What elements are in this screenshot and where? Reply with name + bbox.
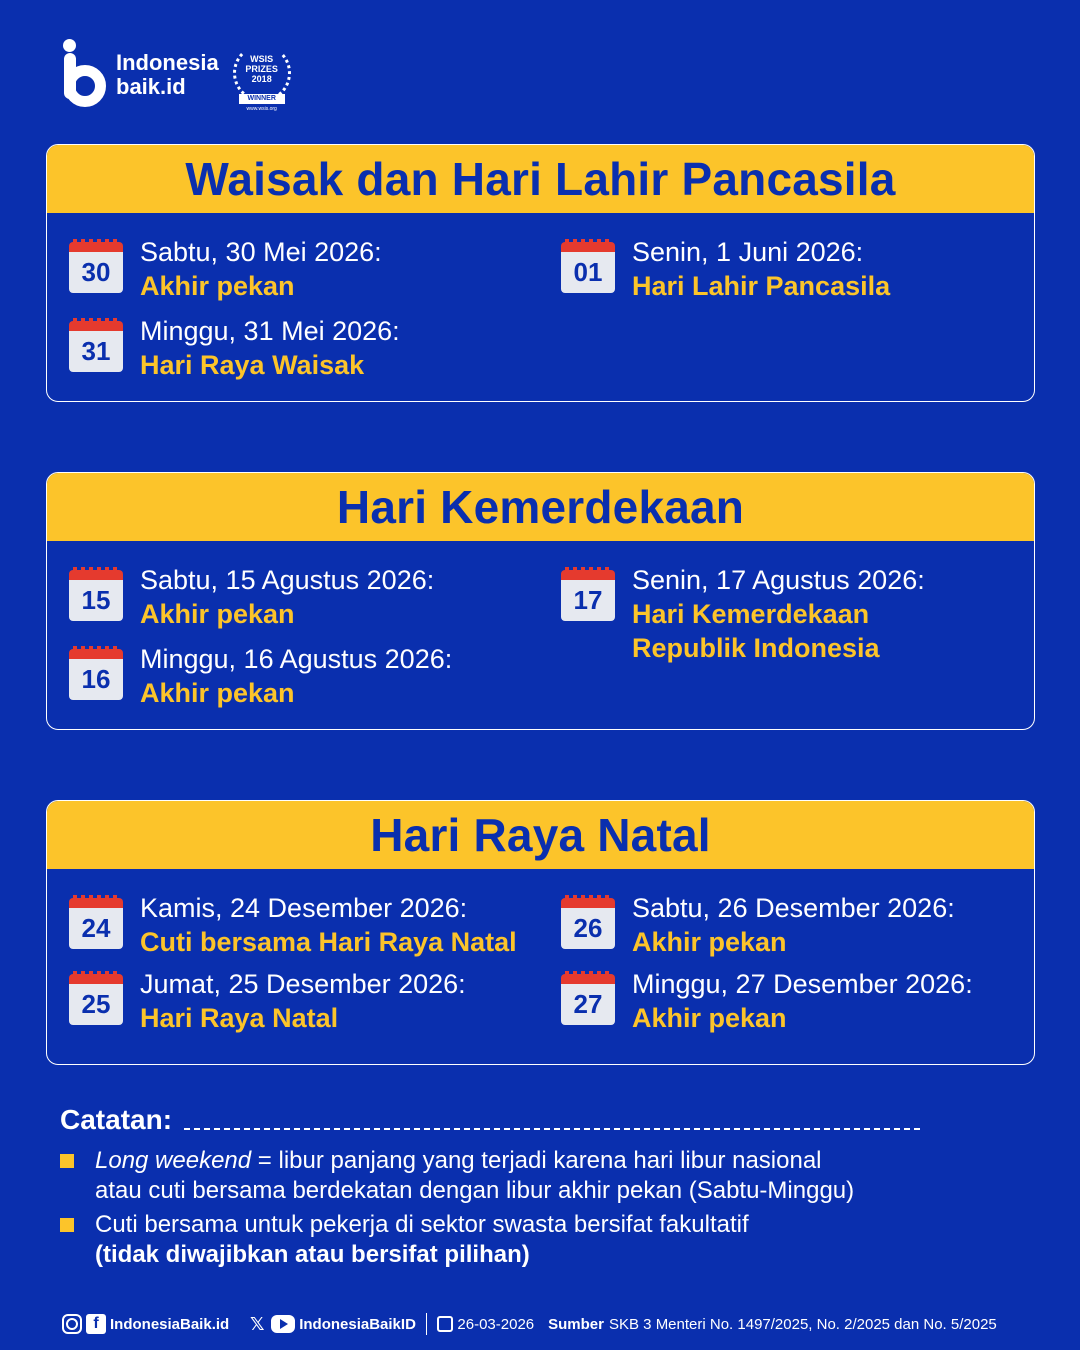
holiday-event: Akhir pekan <box>140 678 295 708</box>
section-title: Waisak dan Hari Lahir Pancasila <box>185 153 896 205</box>
holiday-event: Akhir pekan <box>140 599 295 629</box>
holiday-item <box>561 967 973 1035</box>
holiday-item <box>561 563 925 665</box>
holiday-item <box>69 563 434 631</box>
calendar-date: 24 <box>69 908 123 949</box>
calendar-icon <box>561 567 615 621</box>
notes-section <box>60 1104 1020 1270</box>
indonesiabaik-logo-icon <box>60 39 110 111</box>
holiday-event: Akhir pekan <box>632 1003 787 1033</box>
holiday-item <box>69 967 466 1035</box>
section-header <box>47 145 1034 213</box>
holiday-event: Hari Lahir Pancasila <box>632 271 891 301</box>
section-card-waisak <box>46 144 1035 402</box>
brand-logo <box>60 36 295 114</box>
award-year: 2018 <box>251 74 272 84</box>
calendar-date: 17 <box>561 580 615 621</box>
calendar-icon <box>561 239 615 293</box>
calendar-icon <box>69 239 123 293</box>
award-mid: PRIZES <box>245 64 278 74</box>
brand-line-1: Indonesia <box>116 50 219 75</box>
publish-date: 26-03-2026 <box>457 1315 535 1333</box>
holiday-item <box>69 642 452 710</box>
calendar-date: 25 <box>69 984 123 1025</box>
calendar-icon <box>69 567 123 621</box>
divider <box>426 1313 428 1335</box>
holiday-item <box>69 314 400 382</box>
calendar-date: 26 <box>561 908 615 949</box>
holiday-event: Akhir pekan <box>632 927 787 957</box>
holiday-date: Sabtu, 30 Mei 2026: <box>140 237 382 267</box>
holiday-date: Sabtu, 26 Desember 2026: <box>632 893 955 923</box>
calendar-icon <box>561 971 615 1025</box>
note-item <box>60 1210 1020 1270</box>
note-line: Cuti bersama untuk pekerja di sektor swasta bersifat fakultatif <box>95 1211 749 1238</box>
section-card-natal <box>46 800 1035 1065</box>
holiday-date: Sabtu, 15 Agustus 2026: <box>140 565 435 595</box>
section-header <box>47 801 1034 869</box>
social-handle[interactable]: IndonesiaBaikID <box>299 1315 416 1333</box>
award-url: www.wsis.org <box>246 106 277 112</box>
footer <box>62 1312 1052 1336</box>
social-handle[interactable]: IndonesiaBaik.id <box>110 1315 230 1333</box>
instagram-icon[interactable] <box>62 1314 82 1334</box>
calendar-icon <box>561 895 615 949</box>
calendar-date: 31 <box>69 331 123 372</box>
award-top: WSIS <box>250 54 274 64</box>
calendar-date: 16 <box>69 659 123 700</box>
section-title: Hari Kemerdekaan <box>336 481 745 533</box>
calendar-small-icon <box>437 1316 453 1332</box>
brand-name <box>116 51 219 99</box>
note-line: atau cuti bersama berdekatan dengan libur akhir pekan (Sabtu-Minggu) <box>95 1177 855 1204</box>
calendar-icon <box>69 318 123 372</box>
holiday-date: Minggu, 31 Mei 2026: <box>140 316 400 346</box>
holiday-event: Akhir pekan <box>140 271 295 301</box>
note-emphasis: (tidak diwajibkan atau bersifat pilihan) <box>95 1241 530 1268</box>
calendar-icon <box>69 971 123 1025</box>
facebook-icon[interactable]: f <box>86 1314 106 1334</box>
source-label: Sumber <box>548 1315 604 1333</box>
bullet-square-icon <box>60 1218 74 1232</box>
note-definition: = libur panjang yang terjadi karena hari libur nasional <box>251 1147 822 1174</box>
holiday-item <box>561 235 890 303</box>
holiday-event: Cuti bersama Hari Raya Natal <box>140 927 517 957</box>
holiday-date: Senin, 17 Agustus 2026: <box>632 565 925 595</box>
holiday-item <box>561 891 955 959</box>
holiday-event: Hari Raya Natal <box>140 1003 339 1033</box>
source-text: SKB 3 Menteri No. 1497/2025, No. 2/2025 dan No. 5/2025 <box>609 1315 997 1333</box>
section-header <box>47 473 1034 541</box>
holiday-event: Hari Raya Waisak <box>140 350 365 380</box>
calendar-icon <box>69 895 123 949</box>
section-card-kemerdekaan <box>46 472 1035 730</box>
holiday-item <box>69 891 517 959</box>
holiday-event: Hari Kemerdekaan <box>632 599 870 629</box>
award-ribbon: WINNER <box>239 94 285 104</box>
calendar-icon <box>69 646 123 700</box>
dashed-divider <box>184 1128 920 1130</box>
section-title: Hari Raya Natal <box>370 809 711 861</box>
holiday-date: Minggu, 16 Agustus 2026: <box>140 644 453 674</box>
holiday-date: Senin, 1 Juni 2026: <box>632 237 864 267</box>
wsis-award-badge <box>229 36 295 114</box>
calendar-date: 27 <box>561 984 615 1025</box>
notes-title: Catatan: <box>60 1104 173 1135</box>
youtube-icon[interactable] <box>271 1315 295 1333</box>
note-item <box>60 1146 1020 1206</box>
holiday-event-line2: Republik Indonesia <box>632 633 880 663</box>
holiday-date: Minggu, 27 Desember 2026: <box>632 969 973 999</box>
bullet-square-icon <box>60 1154 74 1168</box>
holiday-item <box>69 235 382 303</box>
calendar-date: 01 <box>561 252 615 293</box>
holiday-date: Kamis, 24 Desember 2026: <box>140 893 468 923</box>
calendar-date: 30 <box>69 252 123 293</box>
calendar-date: 15 <box>69 580 123 621</box>
brand-line-2: baik.id <box>116 74 186 99</box>
x-icon[interactable]: 𝕏 <box>249 1313 265 1334</box>
holiday-date: Jumat, 25 Desember 2026: <box>140 969 466 999</box>
note-term: Long weekend <box>95 1147 252 1174</box>
